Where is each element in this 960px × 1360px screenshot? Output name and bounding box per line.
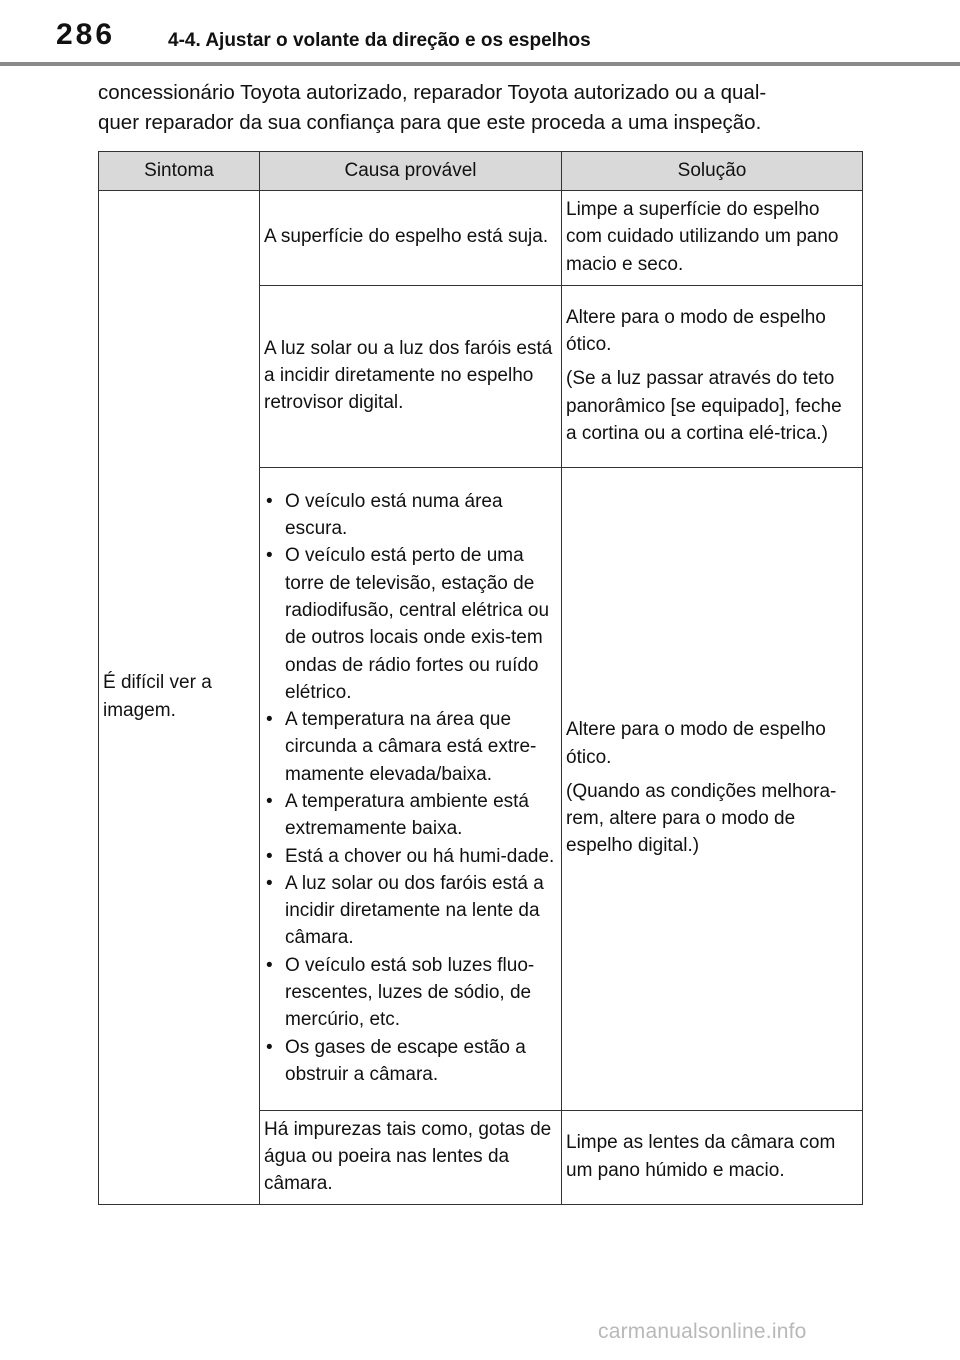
solution-cell (562, 191, 863, 286)
cause-cell (260, 286, 562, 468)
cause-cell (260, 1111, 562, 1205)
bullet-icon: • (266, 791, 273, 812)
symptom-cell: É difícil ver a imagem. (99, 191, 260, 1205)
bullet-icon: • (266, 872, 273, 894)
troubleshooting-table (98, 151, 863, 1205)
cause-item-text: O veículo está numa área escura. (285, 490, 503, 540)
cause-list (264, 488, 559, 1089)
list-item (264, 1034, 559, 1089)
bullet-icon: • (266, 709, 273, 731)
intro-line: concessionário Toyota autorizado, reparador Toyota autorizado ou a qual- (98, 81, 767, 104)
cause-text: A superfície do espelho está suja. (264, 226, 549, 248)
bullet-icon: • (266, 954, 273, 976)
cause-text: Há impurezas tais como, gotas de água ou poeira nas lentes da câmara. (264, 1118, 552, 1195)
watermark: carmanualsonline.info (598, 1320, 807, 1343)
bullet-icon: • (266, 1036, 273, 1058)
solution-note: (Quando as condições melhora-rem, altere para o modo de espelho digital.) (566, 780, 837, 857)
solution-text: Altere para o modo de espelho ótico. (566, 719, 826, 768)
solution-text: Limpe a superfície do espelho com cuidado utilizando um pano macio e seco. (566, 199, 839, 275)
solution-text: Altere para o modo de espelho ótico. (566, 306, 826, 356)
cause-item-text: O veículo está perto de uma torre de televisão, estação de radiodifusão, central elétrica ou de outros locais onde exis-tem ondas de rádio fortes ou ruído elétrico. (285, 545, 550, 703)
page-number: 286 (56, 18, 116, 51)
bullet-icon: • (266, 545, 273, 567)
intro-paragraph (98, 78, 868, 138)
solution-cell (562, 1111, 863, 1205)
cause-text: A luz solar ou a luz dos faróis está a incidir diretamente no espelho retrovisor digital. (264, 337, 553, 414)
cause-cell (260, 468, 562, 1111)
list-item (264, 952, 559, 1034)
cause-item-text: A temperatura na área que circunda a câmara está extre-mamente elevada/baixa. (285, 709, 537, 785)
solution-cell (562, 468, 863, 1111)
bullet-icon: • (266, 490, 273, 512)
cause-cell (260, 191, 562, 286)
list-item (264, 706, 559, 788)
cause-item-text: A temperatura ambiente está extremamente baixa. (285, 791, 529, 840)
cause-item-text: Os gases de escape estão a obstruir a câmara. (285, 1036, 526, 1085)
table-row (99, 191, 863, 286)
solution-cell (562, 286, 863, 468)
list-item (264, 870, 559, 952)
chapter-title: 4-4. Ajustar o volante da direção e os espelhos (168, 30, 591, 51)
solution-text: Limpe as lentes da câmara com um pano húmido e macio. (566, 1132, 836, 1181)
header-symptom: Sintoma (99, 152, 260, 191)
intro-line: quer reparador da sua confiança para que este proceda a uma inspeção. (98, 111, 762, 134)
list-item (264, 788, 559, 843)
list-item (264, 843, 559, 870)
list-item (264, 488, 559, 543)
header-solution: Solução (562, 152, 863, 191)
header-cause: Causa provável (260, 152, 562, 191)
page-header (0, 0, 960, 64)
cause-item-text: A luz solar ou dos faróis está a incidir diretamente na lente da câmara. (285, 872, 544, 949)
cause-item-text: O veículo está sob luzes fluo-rescentes, luzes de sódio, de mercúrio, etc. (285, 954, 535, 1031)
list-item (264, 542, 559, 706)
header-divider (0, 62, 960, 66)
cause-item-text: Está a chover ou há humi-dade. (285, 845, 555, 867)
solution-note: (Se a luz passar através do teto panorâmico [se equipado], feche a cortina ou a cortina elé-trica.) (566, 368, 842, 444)
bullet-icon: • (266, 845, 273, 867)
table-header-row (99, 152, 863, 191)
